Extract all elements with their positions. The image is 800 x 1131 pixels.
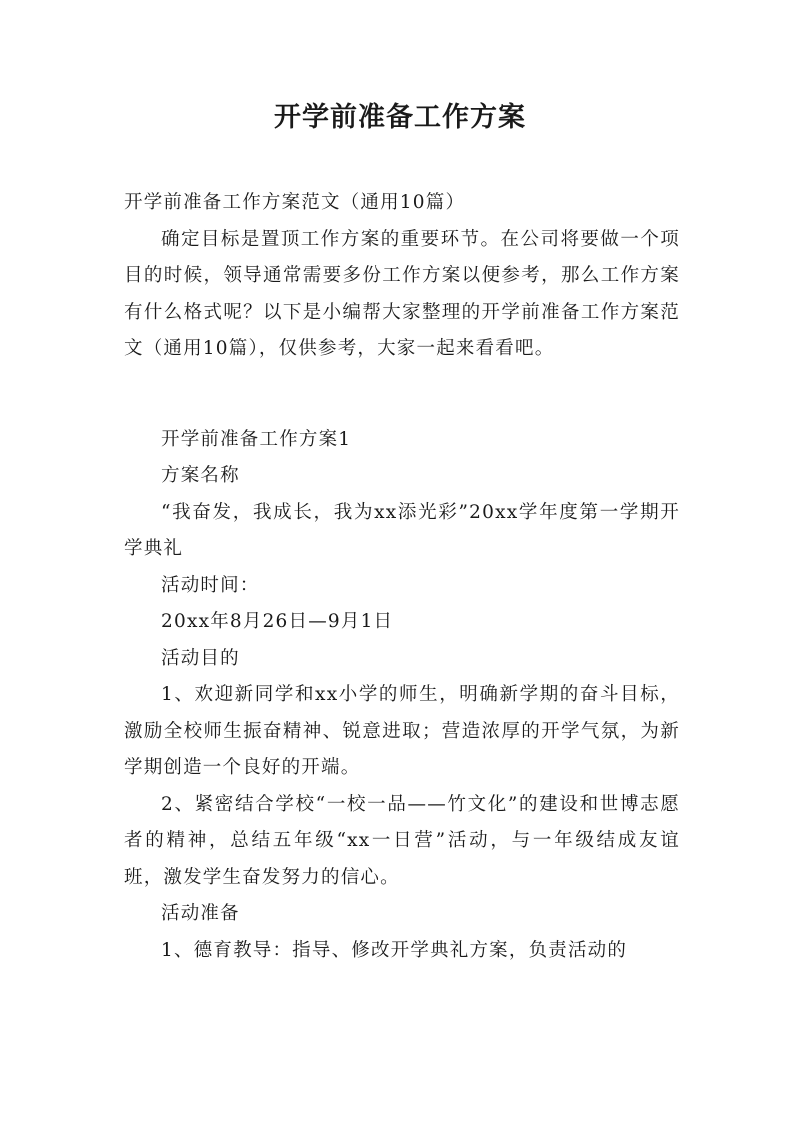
activity-preparation-label: 活动准备	[161, 903, 240, 924]
document-body	[124, 185, 680, 969]
activity-time-value: 20xx年8月26日—9月1日	[161, 611, 394, 632]
purpose-item: 1、欢迎新同学和xx小学的师生，明确新学期的奋斗目标，激励全校师生振奋精神、锐意进取；营造浓厚的开学气氛，为新学期创造一个良好的开端。	[124, 684, 680, 778]
section-heading: 开学前准备工作方案1	[161, 428, 352, 450]
preparation-item: 1、德育教导：指导、修改开学典礼方案，负责活动的	[161, 939, 628, 961]
purpose-item: 2、紧密结合学校“一校一品——竹文化”的建设和世博志愿者的精神，总结五年级“xx一日营”活动，与一年级结成友谊班，激发学生奋发努力的信心。	[124, 793, 680, 888]
plan-name-value: “我奋发，我成长，我为xx添光彩”20xx学年度第一学期开学典礼	[124, 501, 680, 559]
document-title: 开学前准备工作方案	[274, 102, 526, 133]
activity-time-label: 活动时间：	[161, 574, 260, 596]
section-spacer	[124, 368, 680, 422]
document-subtitle: 开学前准备工作方案范文（通用10篇）	[124, 192, 466, 213]
activity-purpose-label: 活动目的	[161, 647, 240, 669]
plan-name-label: 方案名称	[161, 465, 240, 486]
intro-paragraph: 确定目标是置顶工作方案的重要环节。在公司将要做一个项目的时候，领导通常需要多份工作方案以便参考，那么工作方案有什么格式呢？以下是小编帮大家整理的开学前准备工作方案范文（通用10篇），仅供参考，大家一起来看看吧。	[124, 228, 680, 359]
